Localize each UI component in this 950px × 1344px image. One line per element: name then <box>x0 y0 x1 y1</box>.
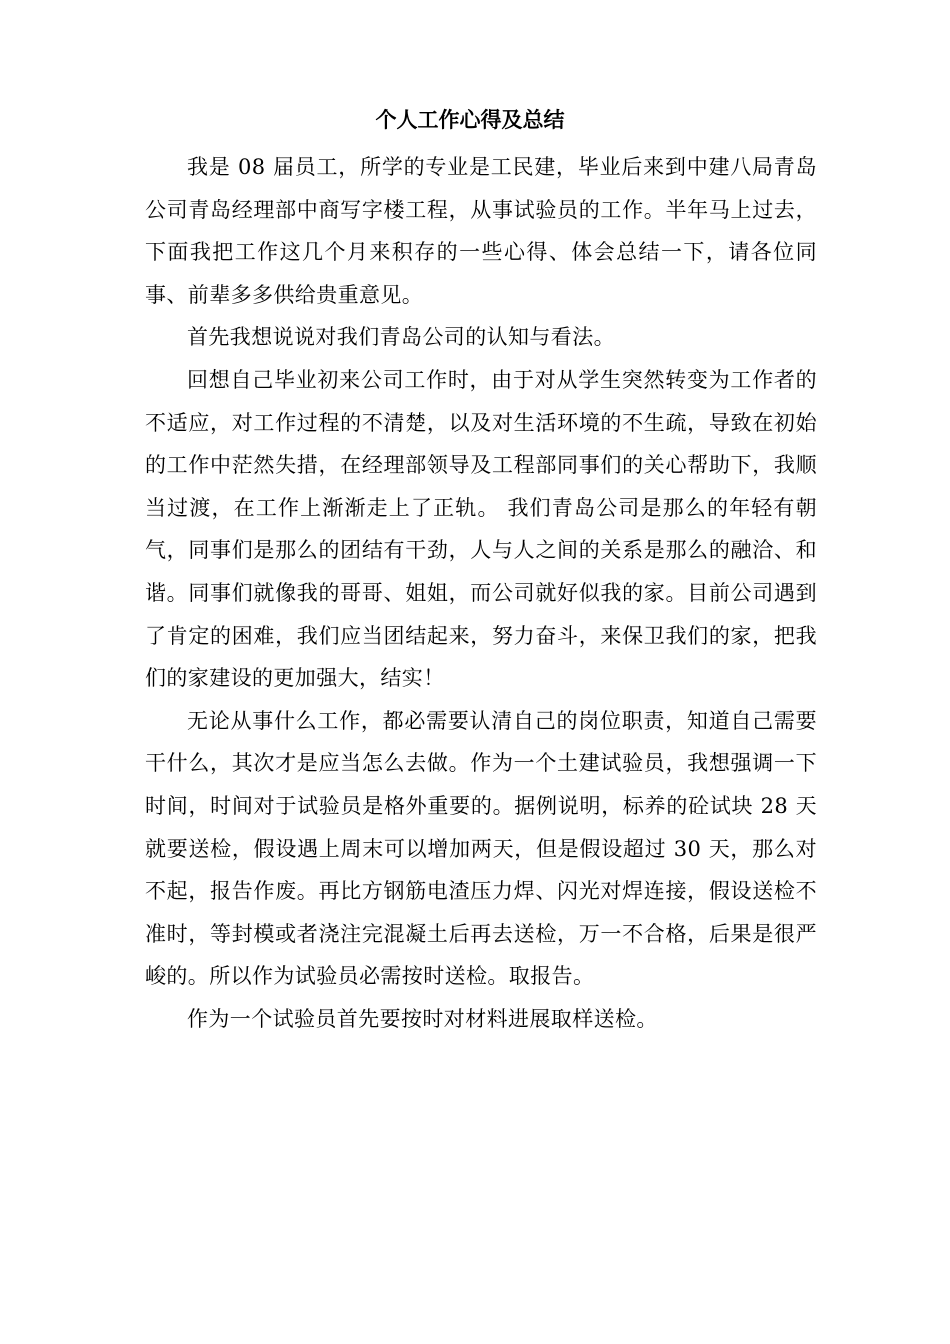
document-body <box>145 146 817 1040</box>
document-title: 个人工作心得及总结 <box>375 108 565 132</box>
paragraph-sampling: 作为一个试验员首先要按时对材料进展取样送检。 <box>187 1006 658 1031</box>
paragraph-company-view: 首先我想说说对我们青岛公司的认知与看法。 <box>187 325 615 350</box>
paragraph-intro: 我是 08 届员工，所学的专业是工民建，毕业后来到中建八局青岛公司青岛经理部中商写字楼工程，从事试验员的工作。半年马上过去，下面我把工作这几个月来积存的一些心得、体会总结一下，请各位同事、前辈多多供给贵重意见。 <box>145 155 817 307</box>
paragraph-duties: 无论从事什么工作，都必需要认清自己的岗位职责，知道自己需要干什么，其次才是应当怎么去做。作为一个土建试验员，我想强调一下时间，时间对于试验员是格外重要的。据例说明，标养的砼试块 28 天就要送检，假设遇上周末可以增加两天，但是假设超过 30 天，那么对不起，报告作废。再比方钢筋电渣压力焊、闪光对焊连接，假设送检不准时，等封模或者浇注完混凝土后再去送检，万一不合格，后果是很严峻的。所以作为试验员必需按时送检。取报告。 <box>145 708 817 989</box>
paragraph-recollection: 回想自己毕业初来公司工作时，由于对从学生突然转变为工作者的不适应，对工作过程的不清楚，以及对生活环境的不生疏，导致在初始的工作中茫然失措，在经理部领导及工程部同事们的关心帮助下，我顺当过渡，在工作上渐渐走上了正轨。 我们青岛公司是那么的年轻有朝气，同事们是那么的团结有干劲，人与人之间的关系是那么的融洽、和谐。同事们就像我的哥哥、姐姐，而公司就好似我的家。目前公司遇到了肯定的困难，我们应当团结起来，努力奋斗，来保卫我们的家，把我们的家建设的更加强大，结实！ <box>145 367 817 691</box>
